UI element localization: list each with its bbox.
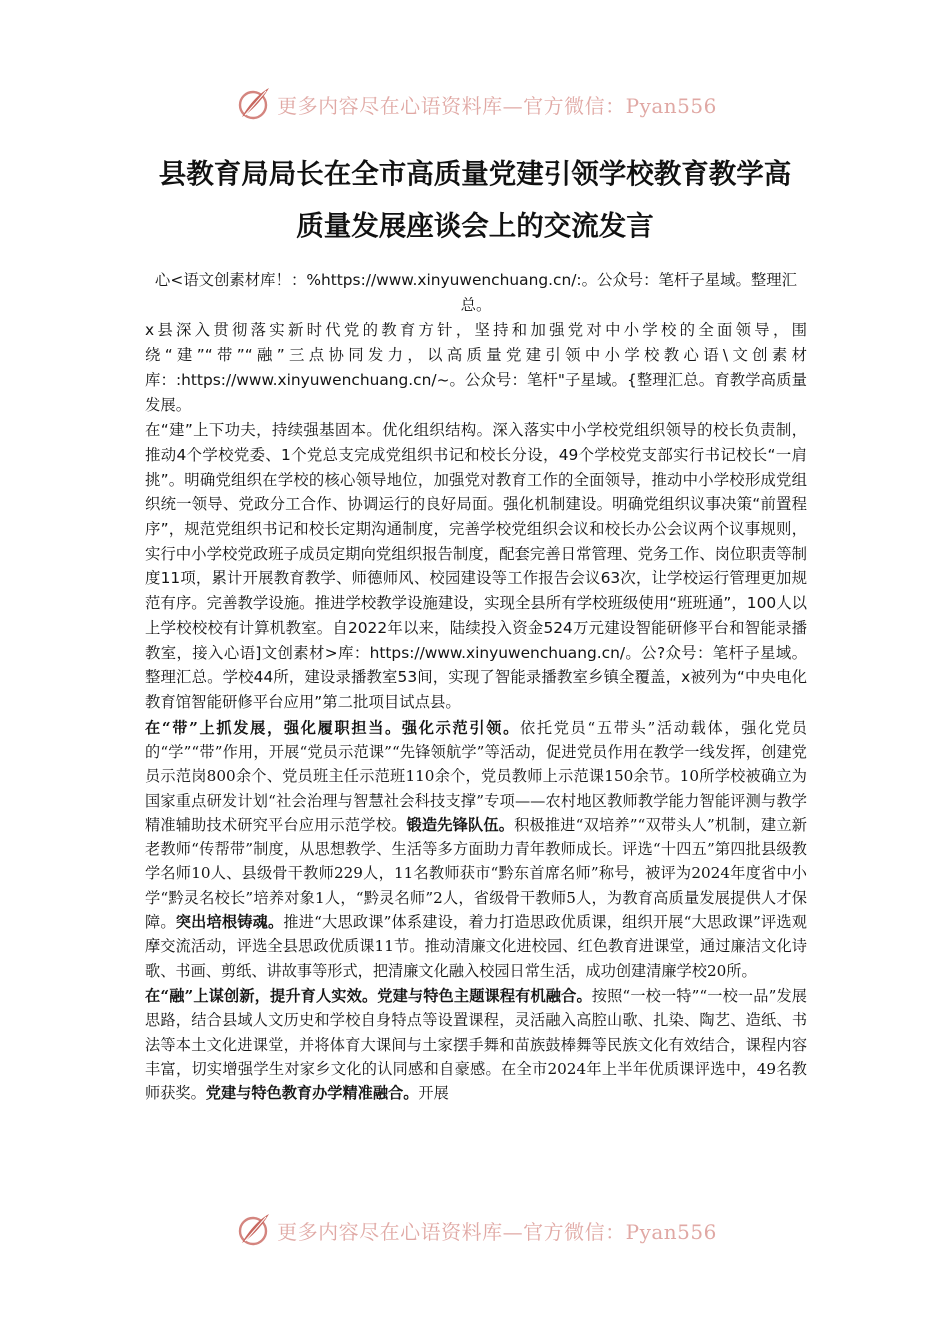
subheading-forge-team: 锻造先锋队伍。 [406, 815, 515, 834]
source-note-paragraph: 心<语文创素材库！：%https://www.xinyuwenchuang.cn/:。公众号：笔杆子星域。整理汇总。 [154, 271, 798, 314]
section-lead-text-1: 依托党员“五带头”活动载体，强化党员的“学”“带”作用，开展“党员示范课”“先锋领航学”等活动，促进党员作用在教学一线发挥，创建党员示范岗800余个、党员班主任示范班110余个，党员教师上示范课150余节。10所学校被确立为国家重点研发计划“社会治理与智慧社会科技支撑”专项——农村地区教师教学能力智能评测与教学精准辅助技术研究平台应用示范学校。 [145, 718, 807, 834]
section-lead-heading: 在“带”上抓发展，强化履职担当。强化示范引领。 [145, 718, 520, 737]
feather-logo-icon [233, 1210, 273, 1250]
subheading-featured-education: 党建与特色教育办学精准融合。 [205, 1084, 419, 1103]
document-title [100, 148, 850, 252]
feather-logo-icon [233, 84, 273, 124]
section-integrate-heading: 在“融”上谋创新，提升育人实效。党建与特色主题课程有机融合。 [145, 986, 592, 1005]
intro-paragraph: x县深入贯彻落实新时代党的教育方针，坚持和加强党对中小学校的全面领导，围绕“建”“带”“融”三点协同发力，以高质量党建引领中小学校教心语\文创素材库：:https://www.xinyuwenchuang.cn/~。公众号：笔杆"子星域。{整理汇总。育教学高质量发展。 [145, 321, 807, 414]
section-lead-text-2: 积极推进“双培养”“双带头人”机制，建立新老教师“传帮带”制度，从思想教学、生活等多方面助力青年教师成长。评选“十四五”第四批县级教学名师10人、县级骨干教师229人，11名教师获市“黔东首席名师”称号，被评为2024年度省中小学“黔灵名校长”培养对象1人，“黔灵名师”2人，省级骨干教师5人，为教育高质量发展提供人才保障。 [145, 815, 807, 932]
watermark-text: 更多内容尽在心语资料库—官方微信：Pyan556 [277, 1219, 717, 1244]
section-lead-text-3: 推进“大思政课”体系建设，着力打造思政优质课，组织开展“大思政课”评选观摩交流活动，评选全县思政优质课11节。推动清廉文化进校园、红色教育进课堂，通过廉洁文化诗歌、书画、剪纸、讲故事等形式，把清廉文化融入校园日常生活，成功创建清廉学校20所。 [145, 913, 807, 980]
section-integrate-text-1: 按照“一校一特”“一校一品”发展思路，结合县域人文历史和学校自身特点等设置课程，灵活融入高腔山歌、扎染、陶艺、造纸、书法等本土文化进课堂，并将体育大课间与土家摆手舞和苗族鼓棒舞等民族文化有效结合，课程内容丰富，切实增强学生对家乡文化的认同感和自豪感。在全市2024年上半年优质课评选中，49名教师获奖。 [145, 986, 807, 1103]
watermark-banner-bottom [0, 1208, 950, 1252]
title-line-1: 县教育局局长在全市高质量党建引领学校教育教学高 [158, 158, 792, 190]
section-build-paragraph: 在“建”上下功夫，持续强基固本。优化组织结构。深入落实中小学校党组织领导的校长负责制，推动4个学校党委、1个党总支完成党组织书记和校长分设，49个学校党支部实行书记校长“一肩挑”。明确党组织在学校的核心领导地位，加强党对教育工作的全面领导，推动中小学校形成党组织统一领导、党政分工合作、协调运行的良好局面。强化机制建设。明确党组织议事决策“前置程序”，规范党组织书记和校长定期沟通制度，完善学校党组织会议和校长办公会议两个议事规则，实行中小学校党政班子成员定期向党组织报告制度，配套完善日常管理、党务工作、岗位职责等制度11项，累计开展教育教学、师德师风、校园建设等工作报告会议63次，让学校运行管理更加规范有序。完善教学设施。推进学校教学设施建设，实现全县所有学校班级使用“班班通”，100人以上学校校校有计算机教室。自2022年以来，陆续投入资金524万元建设智能研修平台和智能录播教室，接入心语]文创素材>库：https://www.xinyuwenchuang.cn/。公?众号：笔杆子星域。整理汇总。学校44所，建设录播教室53间，实现了智能录播教室乡镇全覆盖，x被列为“中央电化教育馆智能研修平台应用”第二批项目试点县。 [145, 421, 807, 711]
watermark-banner-top [0, 82, 950, 126]
section-lead-paragraph [145, 716, 807, 983]
section-integrate-paragraph [145, 984, 807, 1105]
subheading-cultivate-roots: 突出培根铸魂。 [175, 913, 284, 932]
document-body [145, 268, 807, 1105]
watermark-text: 更多内容尽在心语资料库—官方微信：Pyan556 [277, 93, 717, 118]
title-line-2: 质量发展座谈会上的交流发言 [296, 210, 654, 242]
section-integrate-text-2: 开展 [418, 1084, 449, 1103]
